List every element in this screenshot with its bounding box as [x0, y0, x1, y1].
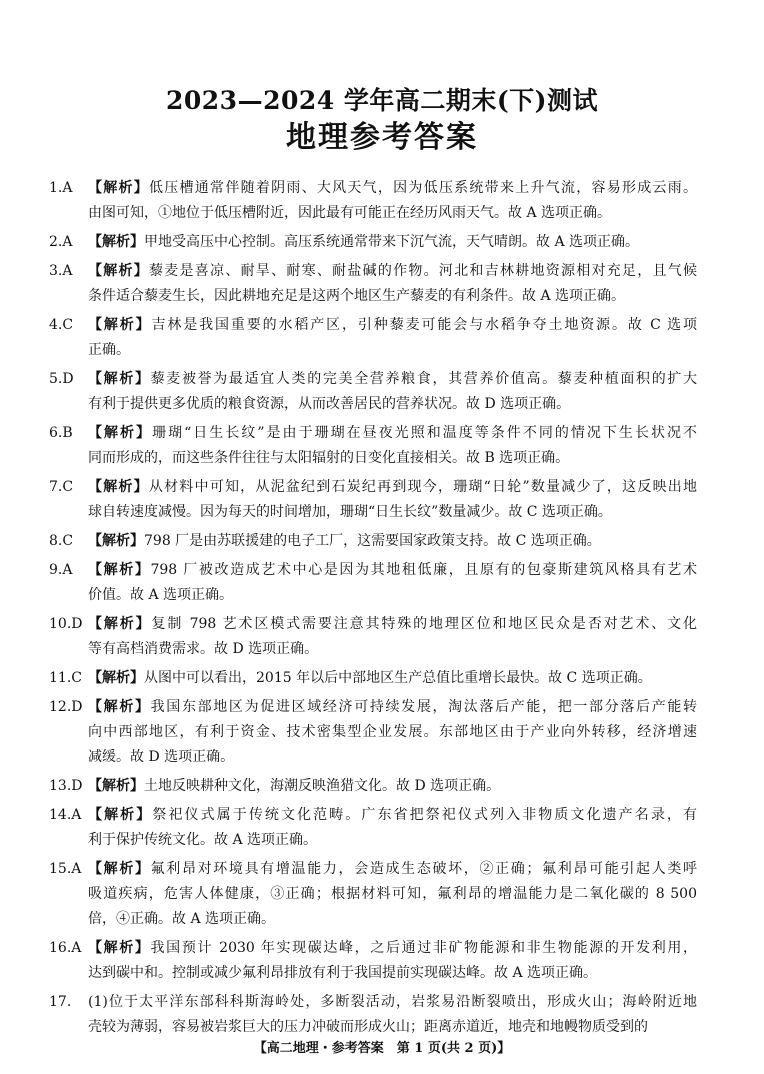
answer-number: 6.B — [49, 425, 73, 441]
answer-number: 4.C — [49, 317, 74, 333]
answer-item — [49, 367, 697, 417]
answer-line: 【解析】氟利昂对环境具有增温能力，会造成生态破坏，②正确；氟利昂可能引起人类呼 — [88, 861, 698, 877]
answer-number: 1.A — [49, 180, 73, 196]
answer-number: 15.A — [49, 861, 82, 877]
answer-line: 利于保护传统文化。故 A 选项正确。 — [88, 832, 318, 848]
answer-line: 【解析】从材料中可知，从泥盆纪到石炭纪再到现今，珊瑚“日轮”数量减少了，这反映出地 — [88, 479, 698, 495]
answer-line: 【解析】珊瑚“日生长纹”是由于珊瑚在昼夜光照和温度等条件不同的情况下生长状况不 — [88, 425, 698, 441]
answer-number: 12.D — [49, 699, 83, 715]
answer-line: 正确。 — [88, 342, 130, 358]
answer-line: 【解析】土地反映耕种文化，海潮反映渔猎文化。故 D 选项正确。 — [88, 778, 501, 794]
answer-line: 壳较为薄弱，容易被岩浆巨大的压力冲破而形成火山；距离赤道近，地壳和地幔物质受到的 — [88, 1019, 648, 1035]
answer-line: 条件适合藜麦生长，因此耕地充足是这两个地区生产藜麦的有利条件。故 A 选项正确。 — [88, 288, 626, 304]
answer-list — [49, 176, 697, 1044]
answer-number: 7.C — [49, 479, 74, 495]
answer-number: 5.D — [49, 371, 74, 387]
answer-line: (1)位于太平洋东部科科斯海岭处，多断裂活动，岩浆易沿断裂喷出，形成火山；海岭附近地 — [88, 994, 697, 1010]
answer-line: 吸道疾病，危害人体健康，③正确；根据材料可知，氟利昂的增温能力是二氧化碳的 8 500 — [88, 886, 697, 902]
answer-number: 16.A — [49, 940, 82, 956]
page-footer: 【高二地理・参考答案 第 1 页(共 2 页)】 — [253, 1041, 511, 1056]
answer-line: 【解析】藜麦是喜凉、耐旱、耐寒、耐盐碱的作物。河北和吉林耕地资源相对充足，且气候 — [88, 263, 698, 279]
answer-line: 减缓。故 D 选项正确。 — [88, 749, 235, 765]
answer-line: 向中西部地区，有利于资金、技术密集型企业发展。东部地区由于产业向外转移，经济增速 — [88, 724, 697, 740]
answer-item — [49, 695, 697, 770]
answer-line: 【解析】从图中可以看出，2015 年以后中部地区生产总值比重增长最快。故 C 选项正确。 — [88, 670, 652, 686]
answer-number: 2.A — [49, 234, 73, 250]
answer-line: 由图可知，①地位于低压槽附近，因此最有可能正在经历风雨天气。故 A 选项正确。 — [88, 205, 612, 221]
answer-line: 价值。故 A 选项正确。 — [88, 587, 234, 603]
answer-line: 【解析】我国东部地区为促进区域经济可持续发展，淘汰落后产能，把一部分落后产能转 — [88, 699, 698, 715]
page-title: 2023—2024 学年高二期末(下)测试 — [165, 86, 599, 115]
answer-item — [49, 558, 697, 608]
answer-number: 3.A — [49, 263, 73, 279]
answer-item — [49, 475, 697, 525]
answer-item — [49, 529, 697, 554]
answer-number: 8.C — [49, 533, 74, 549]
answer-number: 11.C — [49, 670, 82, 686]
answer-number: 13.D — [49, 778, 83, 794]
answer-item — [49, 612, 697, 662]
answer-number: 9.A — [49, 562, 73, 578]
answer-item — [49, 666, 697, 691]
answer-item — [49, 857, 697, 932]
answer-number: 17. — [49, 994, 72, 1010]
answer-item — [49, 803, 697, 853]
answer-item — [49, 176, 697, 226]
answer-number: 10.D — [49, 616, 83, 632]
answer-line: 同而形成的，而这些条件往往与太阳辐射的日变化直接相关。故 B 选项正确。 — [88, 450, 570, 466]
answer-line: 【解析】复制 798 艺术区模式需要注意其特殊的地理区位和地区民众是否对艺术、文化 — [88, 616, 697, 632]
answer-line: 【解析】798 厂是由苏联援建的电子工厂，这需要国家政策支持。故 C 选项正确。 — [88, 533, 601, 549]
answer-line: 【解析】祭祀仪式属于传统文化范畴。广东省把祭祀仪式列入非物质文化遗产名录，有 — [88, 807, 698, 823]
answer-line: 达到碳中和。控制或减少氟利昂排放有利于我国提前实现碳达峰。故 A 选项正确。 — [88, 965, 598, 981]
answer-item — [49, 421, 697, 471]
answer-item — [49, 774, 697, 799]
answer-line: 倍，④正确。故 A 选项正确。 — [88, 911, 276, 927]
answer-item — [49, 230, 697, 255]
answer-item — [49, 990, 697, 1040]
answer-item — [49, 313, 697, 363]
answer-line: 【解析】吉林是我国重要的水稻产区，引种藜麦可能会与水稻争夺土地资源。故 C 选项 — [88, 317, 697, 333]
answer-line: 有利于提供更多优质的粮食资源，从而改善居民的营养状况。故 D 选项正确。 — [88, 396, 571, 412]
page-subtitle: 地理参考答案 — [286, 120, 478, 155]
answer-line: 【解析】我国预计 2030 年实现碳达峰，之后通过非矿物能源和非生物能源的开发利用， — [88, 940, 698, 956]
answer-line: 等有高档消费需求。故 D 选项正确。 — [88, 641, 319, 657]
answer-line: 【解析】藜麦被誉为最适宜人类的完美全营养粮食，其营养价值高。藜麦种植面积的扩大 — [88, 371, 698, 387]
answer-line: 【解析】甲地受高压中心控制。高压系统通常带来下沉气流，天气晴朗。故 A 选项正确。 — [88, 234, 640, 250]
answer-item — [49, 936, 697, 986]
answer-line: 【解析】798 厂被改造成艺术中心是因为其地租低廉，且原有的包豪斯建筑风格具有艺术 — [88, 562, 697, 578]
answer-number: 14.A — [49, 807, 82, 823]
answer-line: 球自转速度减慢。因为每天的时间增加，珊瑚“日生长纹”数量减少。故 C 选项正确。 — [88, 504, 612, 520]
answer-item — [49, 259, 697, 309]
answer-line: 【解析】低压槽通常伴随着阴雨、大风天气，因为低压系统带来上升气流，容易形成云雨。 — [88, 180, 698, 196]
